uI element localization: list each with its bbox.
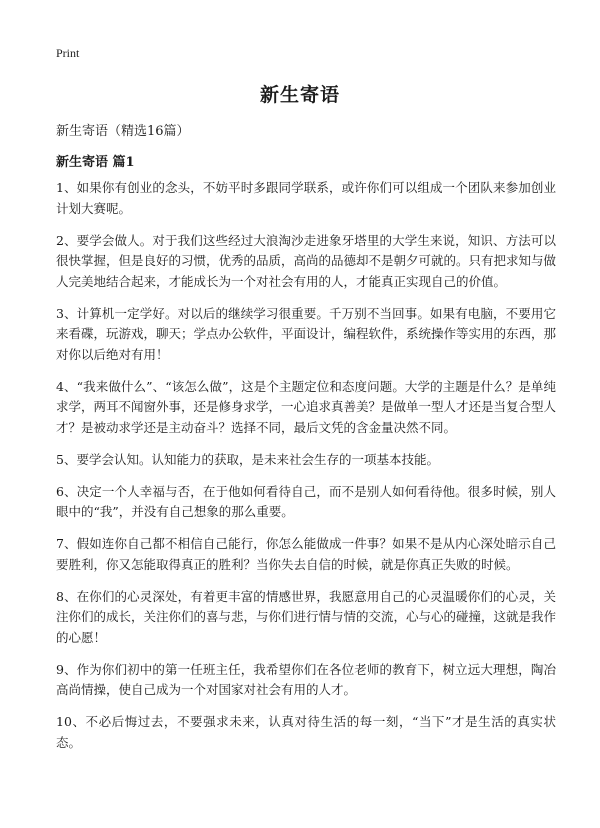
paragraph-6: 6、决定一个人幸福与否，在于他如何看待自己，而不是别人如何看待他。很多时候，别人眼中的“我”，并没有自己想象的那么重要。 xyxy=(56,483,556,519)
page-title: 新生寄语 xyxy=(259,84,340,106)
paragraph-10: 10、不必后悔过去，不要强求未来，认真对待生活的每一刻，“当下”才是生活的真实状态。 xyxy=(56,714,556,750)
paragraph-1: 1、如果你有创业的念头，不妨平时多跟同学联系，或许你们可以组成一个团队来参加创业计划大赛呢。 xyxy=(56,180,556,216)
paragraph-7: 7、假如连你自己都不相信自己能行，你怎么能做成一件事？如果不是从内心深处暗示自己要胜利，你又怎能取得真正的胜利？当你失去自信的时候，就是你真正失败的时候。 xyxy=(56,536,556,572)
paragraph-5: 5、要学会认知。认知能力的获取，是未来社会生存的一项基本技能。 xyxy=(56,451,439,467)
paragraph-9: 9、作为你们初中的第一任班主任，我希望你们在各位老师的教育下，树立远大理想，陶冶高尚情操，使自己成为一个对国家对社会有用的人才。 xyxy=(56,661,556,697)
paragraph-2: 2、要学会做人。对于我们这些经过大浪淘沙走进象牙塔里的大学生来说，知识、方法可以很快掌握，但是良好的习惯，优秀的品质，高尚的品德却不是朝夕可就的。只有把求知与做人完美地结合起来，才能成长为一个对社会有用的人，才能真正实现自己的价值。 xyxy=(56,232,557,289)
paragraph-8: 8、在你们的心灵深处，有着更丰富的情感世界，我愿意用自己的心灵温暖你们的心灵，关注你们的成长，关注你们的喜与悲，与你们进行情与情的交流，心与心的碰撞，这就是我作的心愿！ xyxy=(56,588,557,645)
section-heading: 新生寄语 篇1 xyxy=(56,155,135,170)
paragraph-4: 4、“我来做什么”、“该怎么做”，这是个主题定位和态度问题。大学的主题是什么？是单纯求学，两耳不闻窗外事，还是修身求学，一心追求真善美？是做单一型人才还是当复合型人才？是被动求学还是主动奋斗？选择不同，最后文凭的含金量决然不同。 xyxy=(56,378,557,435)
paragraph-3: 3、计算机一定学好。对以后的继续学习很重要。千万别不当回事。如果有电脑，不要用它来看碟，玩游戏，聊天；学点办公软件，平面设计，编程软件，系统操作等实用的东西，那对你以后绝对有用！ xyxy=(56,305,557,362)
document-subtitle: 新生寄语（精选16篇） xyxy=(56,124,190,139)
article-body xyxy=(56,178,556,765)
print-link[interactable]: Print xyxy=(56,46,80,60)
